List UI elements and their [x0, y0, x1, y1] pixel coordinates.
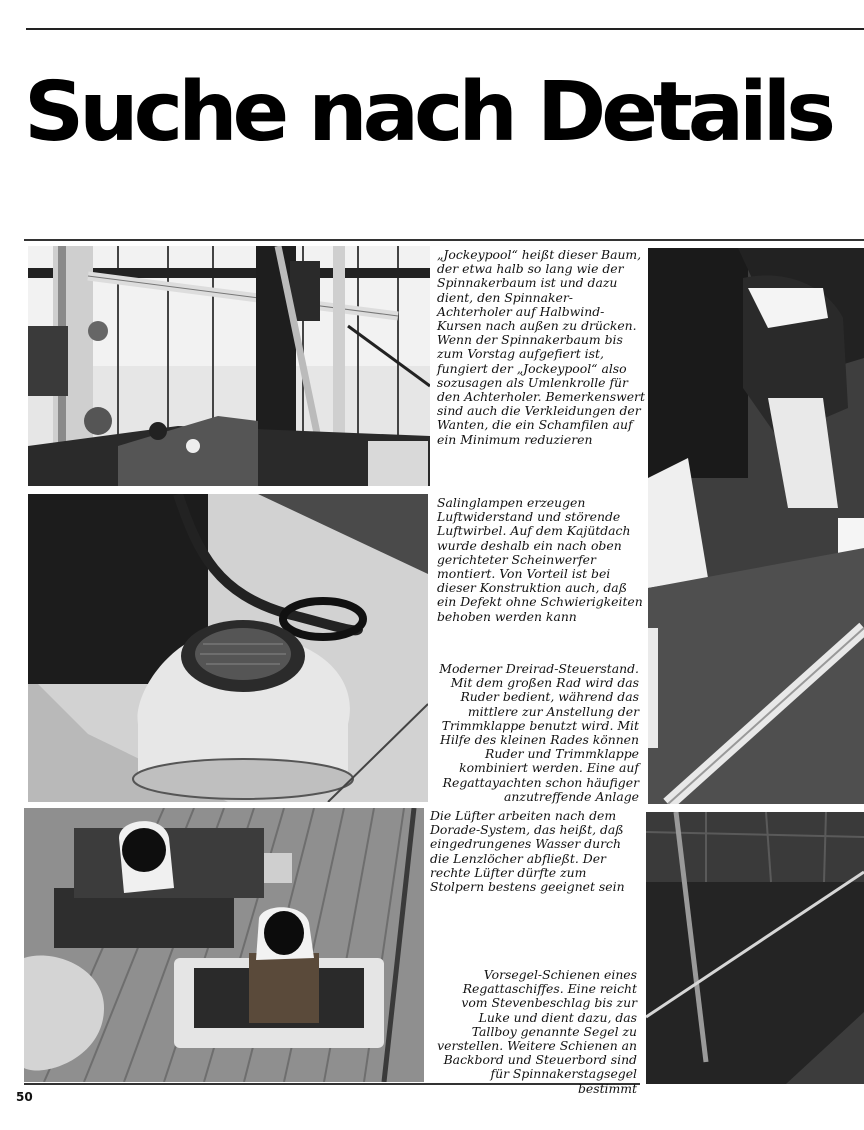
photo-schienen-deck [648, 248, 864, 804]
caption-schienen: Vorsegel-Schienen eines Regattaschiffes. Eine reicht vom Stevenbeschlag bis zur Luke und dient dazu, das Tallboy genannte Segel zu verstellen. Weitere Schienen an Backbord und Steuerbord sind für Spinnakerstagsegel bestimmt [437, 967, 637, 1096]
frame-top-rule [24, 239, 864, 241]
photo-luefter [24, 808, 424, 1082]
headline: Suche nach Details [24, 65, 831, 160]
photo-jockeypool [28, 246, 430, 486]
caption-salinglampen: Salinglampen erzeugen Luftwiderstand und störende Luftwirbel. Auf dem Kajütdach wurde deshalb ein nach oben gerichteter Scheinwerfer montiert. Von Vorteil ist bei dieser Konstruktion auch, daß ein Defekt ohne Schwierigkeiten behoben werden kann [437, 495, 643, 624]
photo-scheinwerfer [28, 494, 428, 802]
page-number: 50 [16, 1090, 33, 1104]
photo-vorsegel [646, 812, 864, 1084]
caption-jockeypool: „Jockeypool“ heißt dieser Baum, der etwa halb so lang wie der Spinnakerbaum ist und dazu dient, den Spinnaker-Achterholer auf Halbwind-Kursen nach außen zu drücken. Wenn der Spinnakerbaum bis zum Vorstag aufgefiert ist, fungiert der „Jockeypool“ also sozusagen als Umlenkrolle für den Achterholer. Bemerkenswert sind auch die Verkleidungen der Wanten, die ein Schamfilen auf ein Minimum reduzieren [437, 247, 645, 447]
caption-luefter: Die Lüfter arbeiten nach dem Dorade-System, das heißt, daß eingedrungenes Wasser durch die Lenzlöcher abfließt. Der rechte Lüfter dürfte zum Stolpern bestens geeignet sein [430, 808, 625, 895]
caption-steuerstand: Moderner Dreirad-Steuerstand. Mit dem großen Rad wird das Ruder bedient, während das mittlere zur Anstellung der Trimmklappe benutzt wird. Mit Hilfe des kleinen Rades können Ruder und Trimmklappe kombiniert werden. Eine auf Regattayachten schon häufiger anzutreffende Anlage [439, 661, 639, 804]
top-rule [26, 28, 864, 30]
